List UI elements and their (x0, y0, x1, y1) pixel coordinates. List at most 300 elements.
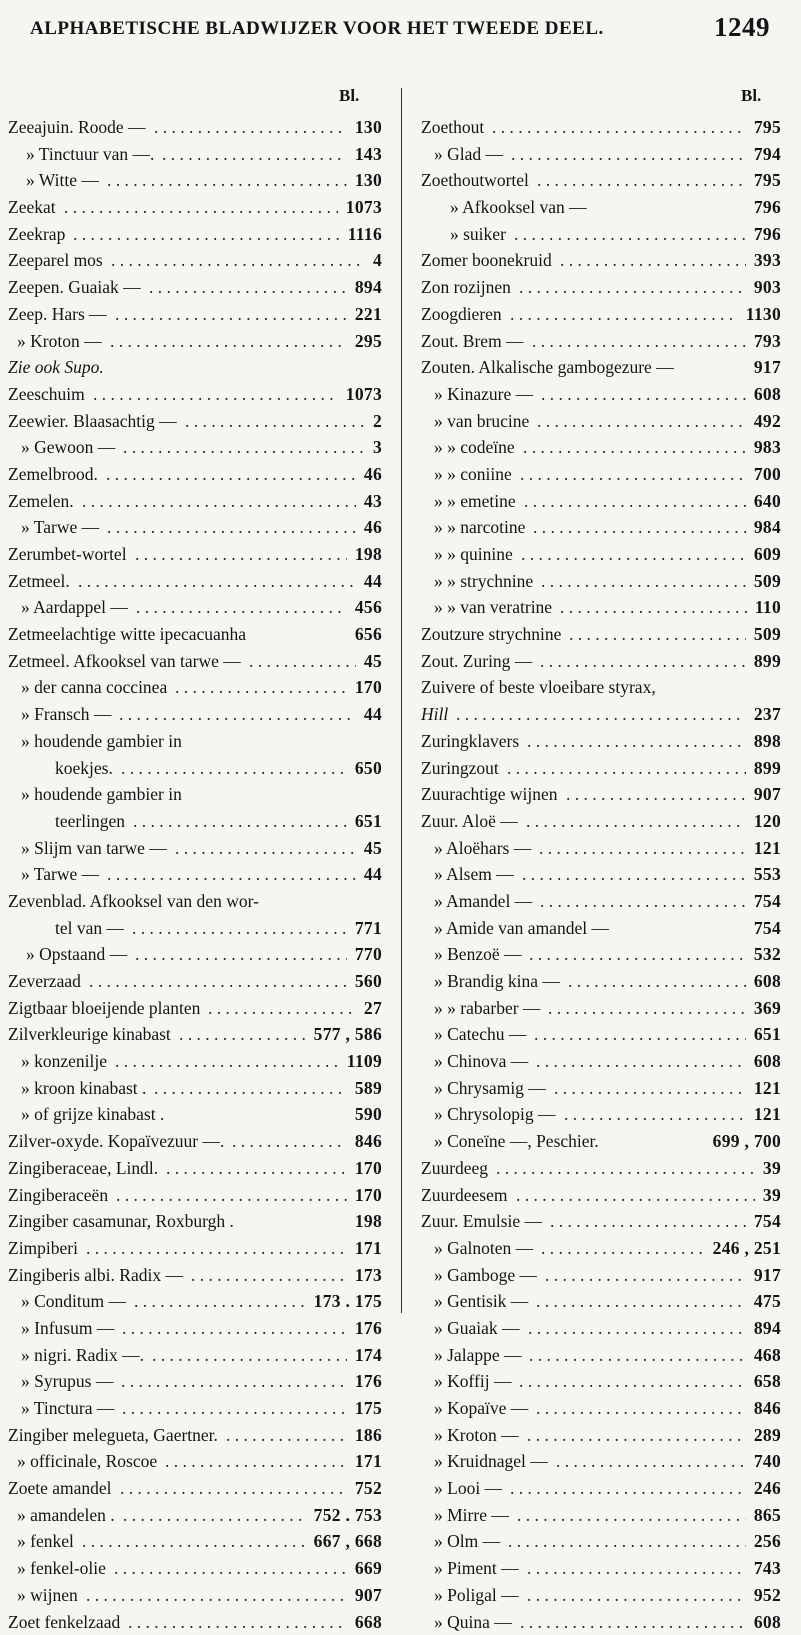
leader-dots (514, 221, 746, 248)
entry-page-number: 793 (754, 328, 781, 355)
entry-page-number: 1073 (346, 194, 382, 221)
index-entry (8, 1502, 382, 1529)
entry-page-number: 176 (355, 1368, 382, 1395)
index-entry (421, 1448, 781, 1475)
entry-page-number: 1109 (347, 1048, 382, 1075)
leader-dots (107, 861, 356, 888)
entry-page-number: 143 (355, 141, 382, 168)
index-entry (421, 701, 781, 728)
entry-page-number: 640 (754, 488, 781, 515)
entry-page-number: 3 (373, 434, 382, 461)
index-entry (421, 1528, 781, 1555)
index-entry (421, 194, 781, 221)
entry-page-number: 120 (754, 808, 781, 835)
index-entry (421, 1555, 781, 1582)
index-entry (421, 514, 781, 541)
entry-term: » Looi — (434, 1475, 502, 1502)
entry-page-number: 903 (754, 274, 781, 301)
index-entry (8, 167, 382, 194)
index-entry (421, 781, 781, 808)
entry-page-number: 608 (754, 1609, 781, 1635)
entry-term: Zuivere of beste vloeibare styrax, (421, 674, 656, 701)
entry-page-number: 110 (755, 594, 781, 621)
entry-page-number: 171 (355, 1235, 382, 1262)
leader-dots (496, 1155, 755, 1182)
entry-term: » Guaiak — (434, 1315, 520, 1342)
index-entry (421, 434, 781, 461)
entry-term: » » quinine (434, 541, 513, 568)
index-entry (421, 674, 781, 701)
leader-dots (564, 1101, 746, 1128)
index-entry (8, 1262, 382, 1289)
index-entry (8, 1075, 382, 1102)
entry-page-number: 46 (364, 514, 382, 541)
entry-term: » Benzoë — (434, 941, 521, 968)
entry-term: » Mirre — (434, 1502, 509, 1529)
leader-dots (249, 648, 356, 675)
entry-page-number: 667 , 668 (314, 1528, 382, 1555)
entry-term: » Chrysamig — (434, 1075, 546, 1102)
entry-page-number: 44 (364, 568, 382, 595)
entry-page-number: 752 . 753 (314, 1502, 382, 1529)
entry-page-number: 39 (763, 1155, 781, 1182)
entry-term: Zoethoutwortel (421, 167, 529, 194)
index-entry (8, 915, 382, 942)
leader-dots (519, 274, 746, 301)
leader-dots (122, 1395, 347, 1422)
entry-page-number: 894 (754, 1315, 781, 1342)
entry-page-number: 608 (754, 1048, 781, 1075)
entry-page-number: 743 (754, 1555, 781, 1582)
index-entry (421, 1502, 781, 1529)
entry-term: teerlingen (55, 808, 125, 835)
entry-term: Zon rozijnen (421, 274, 511, 301)
entry-term: » Syrupus — (21, 1368, 113, 1395)
left-column-page-label: Bl. (339, 86, 359, 106)
index-entry (421, 301, 781, 328)
leader-dots (120, 1475, 347, 1502)
entry-page-number: 754 (754, 1208, 781, 1235)
entry-page-number: 44 (364, 701, 382, 728)
entry-page-number: 246 , 251 (713, 1235, 781, 1262)
entry-term: » Aloëhars — (434, 835, 531, 862)
index-entry (421, 861, 781, 888)
entry-page-number: 171 (355, 1448, 382, 1475)
entry-term: » Glad — (434, 141, 503, 168)
entry-page-number: 700 (754, 461, 781, 488)
leader-dots (106, 461, 356, 488)
entry-page-number: 754 (754, 915, 781, 942)
entry-page-number: 130 (355, 167, 382, 194)
entry-term: Zeekat (8, 194, 56, 221)
leader-dots (152, 1342, 347, 1369)
entry-term: » Gentisik — (434, 1288, 528, 1315)
leader-dots (119, 701, 356, 728)
leader-dots (548, 995, 746, 1022)
leader-dots (226, 1422, 347, 1449)
entry-term: Zeeparel mos (8, 247, 103, 274)
index-entry (421, 1048, 781, 1075)
column-divider (401, 88, 402, 1313)
entry-term: Zetmeelachtige witte ipecacuanha (8, 621, 246, 648)
entry-term: Zoet fenkelzaad (8, 1609, 120, 1635)
index-entry (8, 594, 382, 621)
index-entry (421, 1368, 781, 1395)
index-entry (421, 621, 781, 648)
entry-term: Zout. Zuring — (421, 648, 532, 675)
entry-term: » Tinctura — (21, 1395, 114, 1422)
entry-term: Zeverzaad (8, 968, 81, 995)
index-entry (8, 1208, 382, 1235)
entry-page-number: 173 . 175 (314, 1288, 382, 1315)
index-entry (8, 514, 382, 541)
entry-page-number: 256 (754, 1528, 781, 1555)
entry-page-number: 609 (754, 541, 781, 568)
entry-term: » wijnen (17, 1582, 78, 1609)
entry-term: Zuurdeeg (421, 1155, 488, 1182)
leader-dots (537, 408, 746, 435)
entry-page-number: 796 (754, 194, 781, 221)
entry-term: tel van — (55, 915, 124, 942)
leader-dots (541, 381, 746, 408)
entry-term: » Catechu — (434, 1021, 526, 1048)
index-entry (8, 888, 382, 915)
index-entry (421, 1475, 781, 1502)
entry-page-number: 898 (754, 728, 781, 755)
entry-page-number: 176 (355, 1315, 382, 1342)
entry-page-number: 27 (364, 995, 382, 1022)
index-entry (421, 1315, 781, 1342)
entry-term: » Aardappel — (21, 594, 128, 621)
leader-dots (519, 1368, 746, 1395)
index-entry (8, 1182, 382, 1209)
entry-page-number: 198 (355, 541, 382, 568)
index-entry (421, 1395, 781, 1422)
entry-term: Zeeschuim (8, 381, 85, 408)
leader-dots (162, 141, 347, 168)
entry-page-number: 295 (355, 328, 382, 355)
entry-term: Zingiber casamunar, Roxburgh . (8, 1208, 234, 1235)
entry-page-number: 175 (355, 1395, 382, 1422)
leader-dots (232, 1128, 347, 1155)
entry-page-number: 740 (754, 1448, 781, 1475)
entry-page-number: 45 (364, 648, 382, 675)
entry-term: Zuurachtige wijnen (421, 781, 558, 808)
entry-term: Zoethout (421, 114, 484, 141)
entry-term: Zouten. Alkalische gambogezure — (421, 354, 674, 381)
index-entry (421, 1422, 781, 1449)
entry-page-number: 608 (754, 968, 781, 995)
entry-page-number: 1116 (348, 221, 382, 248)
leader-dots (527, 1422, 746, 1449)
entry-page-number: 198 (355, 1208, 382, 1235)
entry-term: » der canna coccinea (21, 674, 167, 701)
leader-dots (121, 755, 347, 782)
index-entry (8, 568, 382, 595)
entry-term: Zomer boonekruid (421, 247, 552, 274)
entry-term: Zilver-oxyde. Kopaïvezuur —. (8, 1128, 224, 1155)
leader-dots (511, 141, 746, 168)
entry-term: » » van veratrine (434, 594, 552, 621)
leader-dots (507, 755, 746, 782)
index-entry (421, 648, 781, 675)
index-entry (8, 995, 382, 1022)
leader-dots (149, 274, 347, 301)
leader-dots (86, 1235, 347, 1262)
entry-page-number: 289 (754, 1422, 781, 1449)
index-entry (8, 381, 382, 408)
leader-dots (527, 728, 746, 755)
index-entry (8, 1475, 382, 1502)
index-entry (421, 1262, 781, 1289)
entry-page-number: 393 (754, 247, 781, 274)
index-entry (8, 1422, 382, 1449)
index-entry (8, 808, 382, 835)
header-title: ALPHABETISCHE BLADWIJZER VOOR HET TWEEDE DEEL. (30, 18, 604, 40)
entry-page-number: 170 (355, 1155, 382, 1182)
header-page-number: 1249 (714, 12, 770, 43)
leader-dots (133, 808, 347, 835)
entry-term: Zuurdeesem (421, 1182, 508, 1209)
entry-page-number: 608 (754, 381, 781, 408)
index-entry (421, 461, 781, 488)
entry-term: Zimpiberi (8, 1235, 78, 1262)
index-entry (421, 408, 781, 435)
index-entry (8, 1582, 382, 1609)
index-entry (8, 701, 382, 728)
entry-page-number: 173 (355, 1262, 382, 1289)
entry-page-number: 899 (754, 648, 781, 675)
index-entry (421, 1208, 781, 1235)
entry-page-number: 121 (754, 835, 781, 862)
entry-page-number: 846 (754, 1395, 781, 1422)
entry-page-number: 121 (754, 1101, 781, 1128)
entry-term: Zuur. Aloë — (421, 808, 518, 835)
entry-page-number: 237 (754, 701, 781, 728)
index-entry (8, 1128, 382, 1155)
leader-dots (556, 1448, 746, 1475)
right-column-page-label: Bl. (741, 86, 761, 106)
index-entry (8, 968, 382, 995)
entry-page-number: 130 (355, 114, 382, 141)
entry-term: » nigri. Radix —. (21, 1342, 144, 1369)
index-entry (421, 808, 781, 835)
leader-dots (529, 941, 746, 968)
entry-term: » Koffij — (434, 1368, 511, 1395)
leader-dots (115, 1048, 339, 1075)
entry-term: » Tarwe — (21, 514, 99, 541)
index-entry (8, 728, 382, 755)
running-header (30, 10, 770, 46)
entry-term: Zeep. Hars — (8, 301, 107, 328)
leader-dots (539, 835, 746, 862)
entry-term: » Brandig kina — (434, 968, 560, 995)
entry-page-number: 170 (355, 674, 382, 701)
entry-page-number: 894 (355, 274, 382, 301)
entry-term: » Gewoon — (21, 434, 115, 461)
index-entry (8, 1021, 382, 1048)
index-entry (421, 1155, 781, 1182)
leader-dots (123, 1502, 306, 1529)
leader-dots (527, 1582, 746, 1609)
entry-page-number: 560 (355, 968, 382, 995)
leader-dots (110, 328, 347, 355)
entry-page-number: 492 (754, 408, 781, 435)
leader-dots (89, 968, 347, 995)
entry-page-number: 794 (754, 141, 781, 168)
entry-term: Zilverkleurige kinabast (8, 1021, 171, 1048)
leader-dots (179, 1021, 306, 1048)
entry-page-number: 651 (754, 1021, 781, 1048)
entry-term: » » narcotine (434, 514, 525, 541)
entry-page-number: 907 (754, 781, 781, 808)
leader-dots (508, 1528, 746, 1555)
index-entry (8, 781, 382, 808)
index-entry (421, 888, 781, 915)
entry-page-number: 44 (364, 861, 382, 888)
leader-dots (154, 1075, 347, 1102)
entry-term: » Chrysolopig — (434, 1101, 556, 1128)
index-entry (8, 1342, 382, 1369)
leader-dots (566, 781, 746, 808)
leader-dots (114, 1555, 347, 1582)
entry-page-number: 121 (754, 1075, 781, 1102)
entry-page-number: 899 (754, 755, 781, 782)
entry-page-number: 589 (355, 1075, 382, 1102)
leader-dots (82, 488, 356, 515)
entry-page-number: 917 (754, 354, 781, 381)
entry-term: Zoete amandel (8, 1475, 112, 1502)
leader-dots (111, 247, 365, 274)
leader-dots (523, 434, 746, 461)
entry-term: Zoutzure strychnine (421, 621, 561, 648)
entry-term: » Amide van amandel — (434, 915, 609, 942)
entry-term: Zie ook Supo. (8, 354, 104, 381)
leader-dots (93, 381, 338, 408)
leader-dots (537, 167, 746, 194)
leader-dots (527, 1555, 746, 1582)
leader-dots (545, 1262, 746, 1289)
index-entry (421, 114, 781, 141)
index-entry (421, 328, 781, 355)
index-entry (8, 1288, 382, 1315)
entry-page-number: 532 (754, 941, 781, 968)
entry-term: Zingiberaceën (8, 1182, 108, 1209)
entry-page-number: 668 (355, 1609, 382, 1635)
entry-term: » Alsem — (434, 861, 514, 888)
leader-dots (524, 488, 746, 515)
entry-term: » Coneïne —, Peschier. (434, 1128, 599, 1155)
index-entry (8, 1448, 382, 1475)
index-entry (8, 861, 382, 888)
index-entry (421, 728, 781, 755)
index-entry (421, 488, 781, 515)
leader-dots (522, 861, 746, 888)
entry-term: » » codeïne (434, 434, 515, 461)
leader-dots (492, 114, 746, 141)
entry-page-number: 39 (763, 1182, 781, 1209)
entry-term: » Tarwe — (21, 861, 99, 888)
entry-term: » houdende gambier in (21, 728, 182, 755)
entry-page-number: 509 (754, 568, 781, 595)
index-entry (8, 541, 382, 568)
index-entry (421, 594, 781, 621)
leader-dots (154, 114, 347, 141)
entry-page-number: 4 (373, 247, 382, 274)
entry-page-number: 983 (754, 434, 781, 461)
index-entry (421, 221, 781, 248)
entry-page-number: 221 (355, 301, 382, 328)
leader-dots (550, 1208, 746, 1235)
index-entry (8, 1235, 382, 1262)
entry-term: » Olm — (434, 1528, 500, 1555)
leader-dots (510, 301, 738, 328)
index-entry (8, 1315, 382, 1342)
left-index-column (8, 86, 382, 1635)
entry-term: Zuringzout (421, 755, 499, 782)
index-entry (8, 488, 382, 515)
entry-term: » Slijm van tarwe — (21, 835, 167, 862)
leader-dots (86, 1582, 347, 1609)
index-entry (8, 674, 382, 701)
leader-dots (136, 594, 347, 621)
entry-term: Zingiberaceae, Lindl. (8, 1155, 158, 1182)
index-entry (8, 221, 382, 248)
index-entry (421, 1075, 781, 1102)
index-entry (421, 1101, 781, 1128)
leader-dots (516, 1182, 755, 1209)
leader-dots (115, 301, 347, 328)
leader-dots (554, 1075, 746, 1102)
index-entry (421, 1021, 781, 1048)
entry-term: Zuringklavers (421, 728, 519, 755)
entry-term: » fenkel (17, 1528, 74, 1555)
entry-page-number: 846 (355, 1128, 382, 1155)
index-entry (421, 381, 781, 408)
index-entry (8, 1101, 382, 1128)
index-entry (8, 247, 382, 274)
entry-term: Hill (421, 701, 448, 728)
entry-page-number: 771 (355, 915, 382, 942)
entry-term: Zoogdieren (421, 301, 502, 328)
entry-term: » » rabarber — (434, 995, 540, 1022)
entry-term: Zetmeel. Afkooksel van tarwe — (8, 648, 241, 675)
entry-page-number: 865 (754, 1502, 781, 1529)
leader-dots (122, 1315, 347, 1342)
index-entry (8, 114, 382, 141)
index-entry (8, 1395, 382, 1422)
leader-dots (520, 1609, 746, 1635)
entry-page-number: 669 (355, 1555, 382, 1582)
entry-term: » Galnoten — (434, 1235, 533, 1262)
index-entry (8, 1155, 382, 1182)
entry-page-number: 658 (754, 1368, 781, 1395)
index-entry (421, 167, 781, 194)
index-entry (421, 354, 781, 381)
index-entry (421, 274, 781, 301)
leader-dots (116, 1182, 347, 1209)
index-entry (421, 1342, 781, 1369)
index-entry (8, 648, 382, 675)
entry-term: » konzenilje (21, 1048, 107, 1075)
leader-dots (520, 461, 746, 488)
entry-page-number: 952 (754, 1582, 781, 1609)
entry-term: Zeewier. Blaasachtig — (8, 408, 177, 435)
leader-dots (107, 167, 347, 194)
index-entry (421, 1235, 781, 1262)
index-entry (8, 354, 382, 381)
entry-page-number: 907 (355, 1582, 382, 1609)
